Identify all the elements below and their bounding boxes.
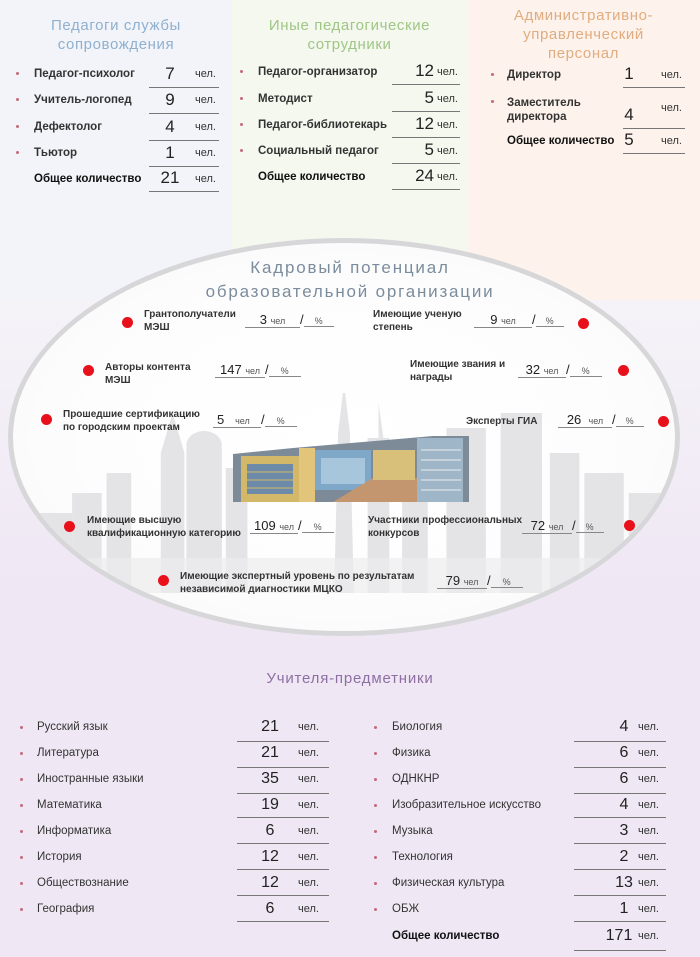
stat-unit: чел <box>245 366 260 376</box>
stat-unit: чел <box>270 316 286 326</box>
total-value: 21 <box>160 168 180 187</box>
separator: / <box>566 362 570 377</box>
bullet-icon <box>20 804 23 807</box>
percent-field: % <box>536 316 564 327</box>
item-label: Тьютор <box>34 147 78 159</box>
subject-value: 6 <box>619 744 629 761</box>
total-label: Общее количество <box>258 171 366 183</box>
title-line: сотрудники <box>307 36 392 53</box>
bullet-icon <box>240 70 243 73</box>
subject-value: 21 <box>261 718 279 735</box>
bullet-icon <box>374 856 377 859</box>
separator: / <box>298 518 302 533</box>
stat-label <box>105 361 191 387</box>
title-line: образовательной организации <box>205 282 495 301</box>
item-unit: чел. <box>437 66 458 78</box>
count-field <box>245 312 300 328</box>
title-line: Иные педагогические <box>268 17 431 34</box>
subject-unit: чел. <box>638 825 659 837</box>
red-dot-icon <box>64 521 75 532</box>
stat-line: степень <box>373 322 413 333</box>
subject-value: 2 <box>619 848 629 865</box>
subject-label: География <box>37 903 95 915</box>
item-value: 5 <box>424 88 434 107</box>
bullet-icon <box>16 98 19 101</box>
bullet-icon <box>374 752 377 755</box>
title-line: персонал <box>548 45 619 62</box>
underline <box>237 921 329 922</box>
admin-staff-title <box>467 6 700 63</box>
subject-value: 6 <box>265 822 275 839</box>
percent-field: % <box>491 577 523 588</box>
stat-line: награды <box>410 372 453 383</box>
bullet-icon <box>374 726 377 729</box>
subject-value: 21 <box>261 744 279 761</box>
stat-count: 9 <box>490 312 498 327</box>
underline <box>237 843 329 844</box>
bullet-icon <box>20 752 23 755</box>
stat-unit: чел <box>501 316 516 326</box>
item-unit: чел. <box>437 145 458 157</box>
support-staff-panel <box>0 0 232 300</box>
school-building-illustration <box>233 428 469 502</box>
stat-count: 3 <box>259 312 267 327</box>
red-dot-icon <box>658 416 669 427</box>
stat-count: 32 <box>525 362 541 377</box>
percent-field: % <box>304 316 334 327</box>
stat-line: Участники профессиональных <box>368 515 523 526</box>
underline <box>392 163 460 164</box>
underline <box>574 843 666 844</box>
total-value: 5 <box>624 130 634 149</box>
stat-label <box>180 570 414 596</box>
bullet-icon <box>20 830 23 833</box>
stat-value-field <box>215 362 301 378</box>
bullet-icon <box>240 97 243 100</box>
total-unit: чел. <box>437 171 458 183</box>
subject-value: 4 <box>619 718 629 735</box>
subject-label: ОДНКНР <box>392 773 440 785</box>
item-label: Методист <box>258 93 313 105</box>
stat-label <box>373 308 462 334</box>
total-value: 171 <box>605 927 633 944</box>
stat-line: квалификационную категорию <box>87 528 241 539</box>
item-label <box>507 96 581 124</box>
bullet-icon <box>491 73 494 76</box>
stat-line: Грантополучатели <box>144 309 236 320</box>
admin-staff-panel <box>467 0 700 300</box>
bullet-icon <box>20 908 23 911</box>
subject-label: Иностранные языки <box>37 773 144 785</box>
subject-label: Математика <box>37 799 102 811</box>
label-line: Заместитель <box>507 97 581 109</box>
subject-unit: чел. <box>638 747 659 759</box>
red-dot-icon <box>41 414 52 425</box>
underline <box>574 895 666 896</box>
bullet-icon <box>374 804 377 807</box>
count-field <box>215 362 265 378</box>
subject-unit: чел. <box>298 877 319 889</box>
underline <box>623 128 685 129</box>
red-dot-icon <box>624 520 635 531</box>
underline <box>392 84 460 85</box>
red-dot-icon <box>618 365 629 376</box>
stat-unit: чел <box>235 416 250 426</box>
stat-label <box>410 358 505 384</box>
bullet-icon <box>374 778 377 781</box>
item-label: Педагог-организатор <box>258 66 378 78</box>
underline <box>574 817 666 818</box>
underline <box>149 166 219 167</box>
stat-value-field <box>558 412 644 428</box>
item-value: 1 <box>624 64 634 83</box>
item-value: 5 <box>424 140 434 159</box>
stat-label <box>466 415 537 428</box>
percent-field: % <box>570 366 602 377</box>
subject-unit: чел. <box>298 903 319 915</box>
red-dot-icon <box>122 317 133 328</box>
underline <box>149 191 219 192</box>
item-unit: чел. <box>437 93 458 105</box>
subject-value: 12 <box>261 848 279 865</box>
underline <box>237 793 329 794</box>
underline <box>392 189 460 190</box>
stat-label <box>368 514 522 540</box>
subject-value: 35 <box>261 770 279 787</box>
underline <box>237 869 329 870</box>
subject-label: Изобразительное искусство <box>392 799 542 811</box>
item-value: 12 <box>415 114 434 133</box>
underline <box>574 950 666 951</box>
subjects-title: Учителя-предметники <box>266 670 434 687</box>
count-field <box>437 573 487 589</box>
subject-value: 6 <box>265 900 275 917</box>
total-unit: чел. <box>661 135 682 147</box>
subject-value: 1 <box>619 900 629 917</box>
subject-label: ОБЖ <box>392 903 420 915</box>
underline <box>623 153 685 154</box>
subject-label: Физическая культура <box>392 877 505 889</box>
bullet-icon <box>491 100 494 103</box>
underline <box>149 113 219 114</box>
bullet-icon <box>20 856 23 859</box>
underline <box>237 817 329 818</box>
bullet-icon <box>20 882 23 885</box>
bullet-icon <box>16 72 19 75</box>
stat-line: Эксперты ГИА <box>466 416 538 427</box>
underline <box>392 111 460 112</box>
stat-line: независимой диагностики МЦКО <box>180 584 343 595</box>
underline <box>149 87 219 88</box>
bullet-icon <box>16 151 19 154</box>
red-dot-icon <box>83 365 94 376</box>
label-line: директора <box>507 111 567 123</box>
item-value: 7 <box>165 64 175 83</box>
count-field <box>474 312 532 328</box>
stat-count: 72 <box>530 518 546 533</box>
subject-label: Технология <box>392 851 453 863</box>
subject-value: 3 <box>619 822 629 839</box>
title-line: Кадровый потенциал <box>250 258 450 277</box>
stat-value-field <box>245 312 334 328</box>
stat-label <box>63 408 200 434</box>
percent-field: % <box>302 522 334 533</box>
underline <box>623 87 685 88</box>
stat-value-field <box>213 412 297 428</box>
title-line: сопровождения <box>57 36 175 53</box>
underline <box>574 767 666 768</box>
separator: / <box>532 312 536 327</box>
separator: / <box>261 412 265 427</box>
stat-line: Имеющие экспертный уровень по результатам <box>180 571 415 582</box>
item-unit: чел. <box>661 69 682 81</box>
title-line: Административно- <box>513 7 654 24</box>
red-dot-icon <box>158 575 169 586</box>
item-unit: чел. <box>195 147 216 159</box>
stat-label <box>144 308 236 334</box>
subject-label: Русский язык <box>37 721 108 733</box>
underline <box>574 741 666 742</box>
subject-unit: чел. <box>638 799 659 811</box>
stat-unit: чел <box>279 522 294 532</box>
separator: / <box>487 573 491 588</box>
count-field <box>522 518 572 534</box>
item-value: 12 <box>415 61 434 80</box>
subject-unit: чел. <box>638 851 659 863</box>
stat-line: Имеющие высшую <box>87 515 182 526</box>
subject-value: 13 <box>615 874 633 891</box>
subject-unit: чел. <box>298 825 319 837</box>
separator: / <box>572 518 576 533</box>
separator: / <box>612 412 616 427</box>
subject-label: История <box>37 851 82 863</box>
underline <box>149 140 219 141</box>
red-dot-icon <box>578 318 589 329</box>
underline <box>574 869 666 870</box>
total-label: Общее количество <box>34 173 142 185</box>
stat-value-field <box>518 362 602 378</box>
stat-unit: чел <box>588 416 604 426</box>
percent-field: % <box>576 522 604 533</box>
item-unit: чел. <box>661 102 682 114</box>
underline <box>237 741 329 742</box>
stat-line: конкурсов <box>368 528 420 539</box>
potential-title <box>0 256 700 304</box>
stat-value-field <box>437 573 523 589</box>
stat-line: Авторы контента <box>105 362 191 373</box>
subject-unit: чел. <box>298 773 319 785</box>
percent-field: % <box>265 416 297 427</box>
item-label: Педагог-библиотекарь <box>258 119 388 131</box>
subject-unit: чел. <box>298 747 319 759</box>
total-label: Общее количество <box>507 135 615 147</box>
bullet-icon <box>240 149 243 152</box>
underline <box>574 793 666 794</box>
item-unit: чел. <box>195 94 216 106</box>
stat-label <box>87 514 241 540</box>
bullet-icon <box>240 123 243 126</box>
stat-line: Имеющие звания и <box>410 359 506 370</box>
subject-unit: чел. <box>638 877 659 889</box>
item-label: Педагог-психолог <box>34 68 135 80</box>
stat-line: по городским проектам <box>63 422 180 433</box>
bullet-icon <box>374 908 377 911</box>
separator: / <box>265 362 269 377</box>
subject-label: Обществознание <box>37 877 129 889</box>
stat-count: 109 <box>254 518 276 533</box>
subject-unit: чел. <box>638 903 659 915</box>
total-unit: чел. <box>638 930 659 942</box>
stat-line: Имеющие ученую <box>373 309 462 320</box>
stat-count: 147 <box>220 362 242 377</box>
item-label: Директор <box>507 69 561 81</box>
subject-value: 12 <box>261 874 279 891</box>
subject-unit: чел. <box>638 721 659 733</box>
underline <box>237 895 329 896</box>
subject-value: 4 <box>619 796 629 813</box>
subject-label: Биология <box>392 721 443 733</box>
title-line: Педагоги службы <box>51 17 181 34</box>
subject-label: Литература <box>37 747 99 759</box>
bullet-icon <box>374 830 377 833</box>
subject-value: 6 <box>619 770 629 787</box>
stat-line: МЭШ <box>105 375 131 386</box>
bullet-icon <box>374 882 377 885</box>
total-label: Общее количество <box>392 930 500 942</box>
bullet-icon <box>16 125 19 128</box>
stat-unit: чел <box>543 366 559 376</box>
separator: / <box>300 312 304 327</box>
item-label: Социальный педагог <box>258 145 379 157</box>
stat-unit: чел <box>463 577 479 587</box>
stat-value-field <box>474 312 564 328</box>
subject-value: 19 <box>261 796 279 813</box>
item-value: 4 <box>165 117 175 136</box>
item-unit: чел. <box>195 121 216 133</box>
bullet-icon <box>20 778 23 781</box>
stat-unit: чел <box>548 522 564 532</box>
subject-unit: чел. <box>298 851 319 863</box>
bullet-icon <box>20 726 23 729</box>
item-unit: чел. <box>195 68 216 80</box>
total-unit: чел. <box>195 173 216 185</box>
other-staff-title <box>232 16 467 54</box>
stat-line: Прошедшие сертификацию <box>63 409 200 420</box>
support-staff-title <box>0 16 232 54</box>
stat-line: МЭШ <box>144 322 170 333</box>
underline <box>574 921 666 922</box>
count-field <box>558 412 612 428</box>
subject-label: Информатика <box>37 825 112 837</box>
stat-count: 5 <box>217 412 225 427</box>
subject-unit: чел. <box>638 773 659 785</box>
title-line: управленческий <box>523 26 644 43</box>
subject-label: Музыка <box>392 825 433 837</box>
item-unit: чел. <box>437 119 458 131</box>
subject-label: Физика <box>392 747 431 759</box>
item-value: 1 <box>165 143 175 162</box>
count-field <box>213 412 261 428</box>
item-label: Учитель-логопед <box>34 94 132 106</box>
percent-field: % <box>616 416 644 427</box>
underline <box>237 767 329 768</box>
stat-count: 79 <box>445 573 461 588</box>
item-label: Дефектолог <box>34 121 102 133</box>
stat-value-field <box>522 518 604 534</box>
stat-count: 26 <box>566 412 582 427</box>
total-value: 24 <box>415 166 434 185</box>
subject-unit: чел. <box>298 721 319 733</box>
item-value: 4 <box>624 105 634 124</box>
stat-value-field <box>250 518 334 534</box>
count-field <box>250 518 298 534</box>
percent-field: % <box>269 366 301 377</box>
count-field <box>518 362 566 378</box>
underline <box>392 137 460 138</box>
subject-unit: чел. <box>298 799 319 811</box>
item-value: 9 <box>165 90 175 109</box>
